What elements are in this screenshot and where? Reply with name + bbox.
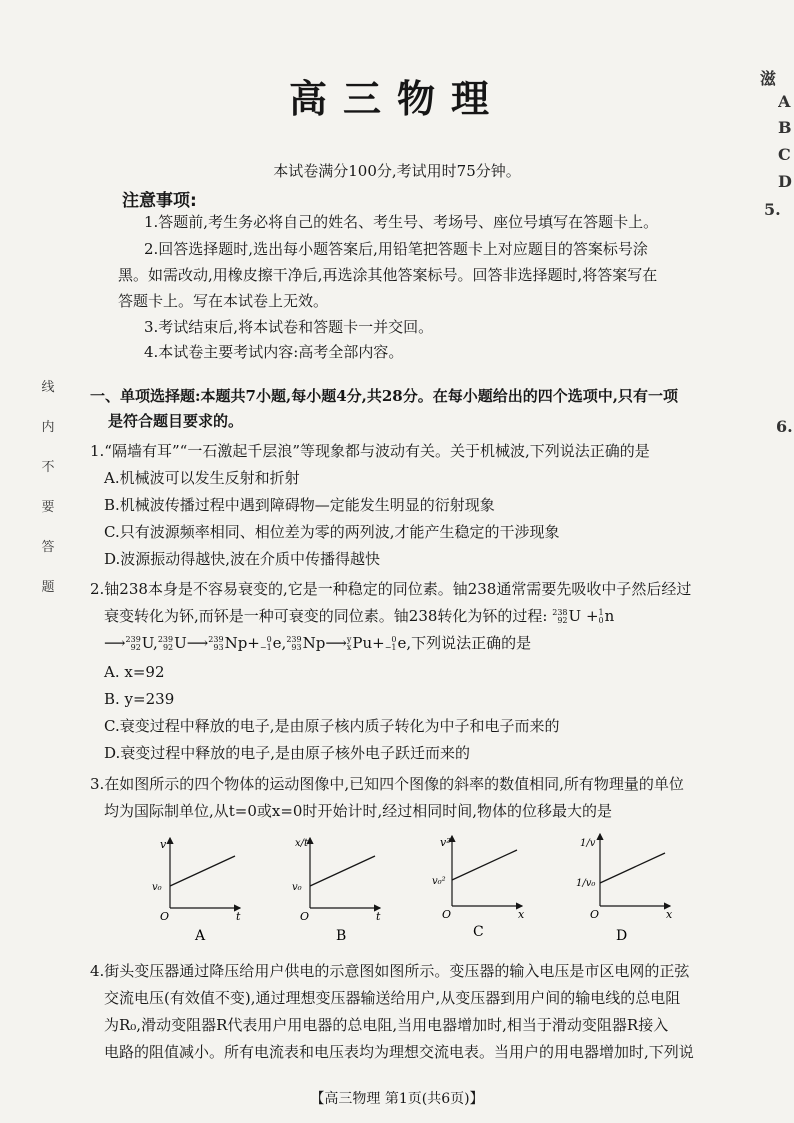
- svg-text:O: O: [300, 910, 310, 923]
- note-item: 1.答题前,考生务必将自己的姓名、考生号、考场号、座位号填写在答题卡上。: [144, 213, 659, 231]
- q3-stem-line1: 3.在如图所示的四个物体的运动图像中,已知四个图像的斜率的数值相同,所有物理量的单位: [90, 775, 684, 793]
- graph-c: [432, 836, 525, 940]
- graph-b-intercept: v₀: [292, 882, 302, 893]
- graph-a-label: A: [195, 928, 206, 944]
- edge-text: C: [778, 145, 791, 164]
- page-footer: 【高三物理 第1页(共6页)】: [310, 1091, 484, 1107]
- note-item: 4.本试卷主要考试内容:高考全部内容。: [144, 343, 404, 361]
- note-item: 2.回答选择题时,选出每小题答案后,用铅笔把答题卡上对应题目的答案标号涂: [144, 240, 648, 258]
- section-heading: 一、单项选择题:本题共7小题,每小题4分,共28分。在每小题给出的四个选项中,只有一项: [90, 387, 678, 405]
- section-heading-cont: 是符合题目要求的。: [108, 412, 244, 430]
- graph-d: [576, 834, 673, 944]
- note-item: 黑。如需改动,用橡皮擦干净后,再选涂其他答案标号。回答非选择题时,将答案写在: [118, 266, 658, 284]
- q2-option-c: C.衰变过程中释放的电子,是由原子核内质子转化为中子和电子而来的: [104, 717, 560, 735]
- graph-c-label: C: [473, 924, 484, 940]
- q2-stem-line3: ⟶ 239 92 U, 239 92 U⟶ 239 93 Np+ 0 −1 e, 239 93 Np⟶ y x Pu+ 0 −1 e,下列说法正确的是: [104, 634, 532, 652]
- q3-graphs: [140, 828, 680, 948]
- q4-stem-line2: 交流电压(有效值不变),通过理想变压器输送给用户,从变压器到用户间的输电线的总电阻: [104, 989, 681, 1007]
- graph-d-intercept: 1/v₀: [576, 878, 596, 889]
- edge-text: 滋: [760, 69, 777, 88]
- svg-text:O: O: [590, 908, 600, 921]
- q3-stem-line2: 均为国际制单位,从t=0或x=0时开始计时,经过相同时间,物体的位移最大的是: [104, 802, 613, 820]
- page-title: 高三物理: [288, 76, 505, 121]
- graph-d-label: D: [616, 928, 628, 944]
- reaction-eq-2: ⟶ 239 92 U, 239 92 U⟶ 239 93 Np+ 0 −1 e, 239 93 Np⟶ y x Pu+ 0 −1 e: [104, 634, 407, 652]
- edge-text: 5.: [764, 200, 781, 219]
- graph-a-intercept: v₀: [152, 882, 162, 893]
- q2-stem-line1: 2.铀238本身是不容易衰变的,它是一种稳定的同位素。铀238通常需要先吸收中子然后经过: [90, 580, 692, 598]
- note-item: 答题卡上。写在本试卷上无效。: [118, 292, 329, 310]
- q2-option-a: A. x=92: [104, 663, 165, 681]
- edge-text: A: [778, 92, 791, 111]
- q1-option-a: A.机械波可以发生反射和折射: [104, 469, 300, 487]
- graph-c-intercept: v₀²: [432, 876, 446, 887]
- q4-stem-line1: 4.街头变压器通过降压给用户供电的示意图如图所示。变压器的输入电压是市区电网的正弦: [90, 962, 690, 980]
- q1-option-d: D.波源振动得越快,波在介质中传播得越快: [104, 550, 381, 568]
- svg-text:O: O: [442, 908, 452, 921]
- graph-d-x-label: x: [666, 908, 673, 921]
- exam-info: 本试卷满分100分,考试用时75分钟。: [273, 162, 521, 180]
- graph-c-y-label: v²: [440, 836, 451, 849]
- q2-stem-line2: 衰变转化为钚,而钚是一种可衰变的同位素。铀238转化为钚的过程: 238 92 U + 1 0 n: [104, 607, 615, 625]
- graph-b-y-label: x/t: [295, 838, 309, 849]
- note-item: 3.考试结束后,将本试卷和答题卡一并交回。: [144, 318, 434, 336]
- edge-text: D: [778, 172, 792, 191]
- graph-b-label: B: [336, 928, 347, 944]
- edge-text: B: [778, 118, 792, 137]
- q2-option-d: D.衰变过程中释放的电子,是由原子核外电子跃迁而来的: [104, 744, 471, 762]
- svg-text:O: O: [160, 910, 170, 923]
- graph-a: [152, 838, 241, 944]
- graph-d-y-label: 1/v: [580, 838, 596, 849]
- graph-b: [292, 838, 381, 944]
- q4-stem-line3: 为R₀,滑动变阻器R代表用户用电器的总电阻,当用电器增加时,相当于滑动变阻器R接入: [104, 1016, 669, 1034]
- graph-b-x-label: t: [376, 910, 381, 923]
- binding-margin-text: 线 内 不 要 答 题: [41, 380, 55, 595]
- q4-stem-line4: 电路的阻值减小。所有电流表和电压表均为理想交流电表。当用户的用电器增加时,下列说: [104, 1043, 694, 1061]
- q1-stem: 1.“隔墙有耳”“一石激起千层浪”等现象都与波动有关。关于机械波,下列说法正确的是: [90, 442, 650, 460]
- q1-option-b: B.机械波传播过程中遇到障碍物—定能发生明显的衍射现象: [104, 496, 495, 514]
- edge-text: 6.: [776, 417, 793, 436]
- q2-option-b: B. y=239: [104, 690, 175, 708]
- reaction-eq-1: 238 92 U + 1 0 n: [552, 607, 615, 625]
- q1-option-c: C.只有波源频率相同、相位差为零的两列波,才能产生稳定的干涉现象: [104, 523, 560, 541]
- graph-a-y-label: v: [160, 838, 167, 851]
- graph-a-x-label: t: [236, 910, 241, 923]
- notes-heading: 注意事项:: [122, 191, 197, 211]
- graph-c-x-label: x: [518, 908, 525, 921]
